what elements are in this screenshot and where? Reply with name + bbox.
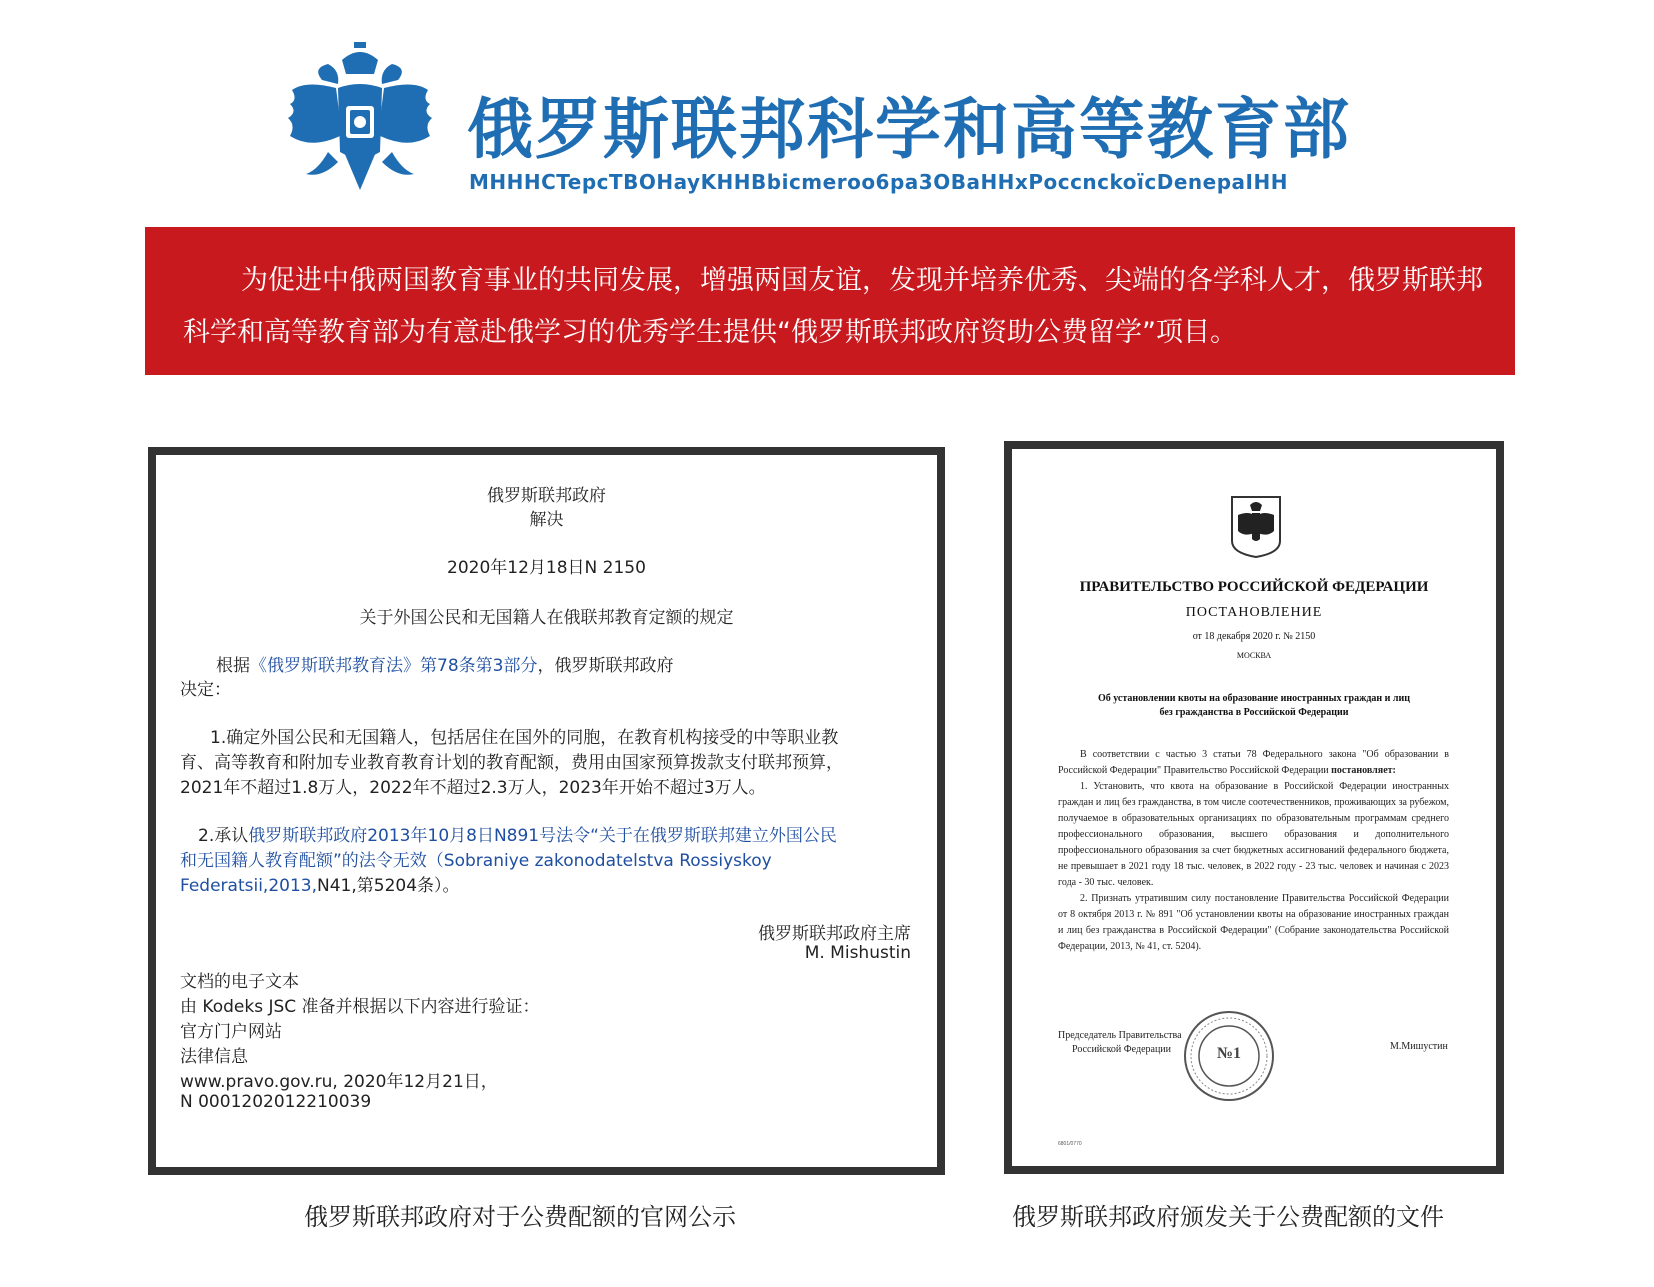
item1-line1: 1.确定外国公民和无国籍人，包括居住在国外的同胞，在教育机构接受的中等职业教 [210, 728, 839, 748]
decided-label: 决定： [180, 680, 231, 700]
ru-doc-code: 6801/0770 [1058, 1141, 1082, 1147]
ru-para-intro-bold: постановляет: [1328, 765, 1396, 776]
caption-left: 俄罗斯联邦政府对于公费配额的官网公示 [304, 1203, 736, 1231]
item1-line3: 2021年不超过1.8万人，2022年不超过2.3万人，2023年开始不超过3万人。 [180, 778, 766, 798]
ru-date: от 18 декабря 2020 г. № 2150 [1192, 631, 1316, 642]
ru-signer-name: М.Мишустин [1390, 1041, 1448, 1052]
ru-body [1058, 747, 1449, 955]
intro-prefix: 根据 [216, 656, 250, 676]
ministry-subtitle: MHHHCTepcTBOHayKHHBbicmeroo6pa3OBaHHxPoccnckoïcDenepaIHH [469, 170, 1288, 194]
ministry-title: 俄罗斯联邦科学和高等教育部 [467, 90, 1351, 168]
doc-title: 关于外国公民和无国籍人在俄联邦教育定额的规定 [359, 608, 734, 628]
intro-suffix: ，俄罗斯联邦政府 [537, 656, 674, 676]
footer-line: 官方门户网站 [180, 1022, 282, 1042]
footer-line: 由 Kodeks JSC 准备并根据以下内容进行验证： [180, 997, 540, 1017]
ru-signer [1058, 1029, 1182, 1057]
ru-signer-line1: Председатель Правительства [1058, 1030, 1182, 1041]
item2-line1 [198, 821, 837, 846]
item2-line3-rest: N41,第5204条）。 [317, 876, 460, 896]
ru-government: ПРАВИТЕЛЬСТВО РОССИЙСКОЙ ФЕДЕРАЦИИ [1079, 579, 1429, 595]
banner-text: 为促进中俄两国教育事业的共同发展，增强两国友谊，发现并培养优秀、尖端的各学科人才，俄罗斯联邦科学和高等教育部为有意赴俄学习的优秀学生提供“俄罗斯联邦政府资助公费留学”项目。 [183, 265, 1483, 348]
translated-decree-panel [148, 447, 945, 1175]
item1-line2: 育、高等教育和附加专业教育教育计划的教育配额，费用由国家预算拨款支付联邦预算， [180, 753, 843, 773]
footer-line: N 0001202012210039 [180, 1092, 372, 1112]
item2-line2: 和无国籍人教育配额”的法令无效（Sobraniye zakonodatelstva Rossiyskoy [180, 851, 772, 871]
intro-banner [145, 227, 1515, 375]
education-law-link[interactable]: 《俄罗斯联邦教育法》第78条第3部分 [250, 656, 538, 676]
ru-para-intro [1058, 747, 1449, 779]
doc-issuer: 俄罗斯联邦政府 [487, 486, 606, 506]
footer-line: 文档的电子文本 [180, 972, 299, 992]
intro-paragraph [216, 651, 673, 676]
item2-line3 [180, 871, 460, 896]
doc-type: 解决 [529, 510, 564, 530]
ru-para-1: 1. Установить, что квота на образование в Российской Федерации иностранных граждан и лиц без гражданства, в том числе соотечественников, проживающих за рубежом, получаемое в образовательных организациях по образовательным программам среднего профессионального образования, высшего образования и дополнительного профессионального образования за счет бюджетных ассигнований федерального бюджета, не превышает в 2021 году 18 тыс. человек, в 2022 году - 23 тыс. человек и начиная с 2023 года - 30 тыс. человек. [1058, 781, 1449, 888]
caption-right: 俄罗斯联邦政府颁发关于公费配额的文件 [1012, 1203, 1444, 1231]
decree-891-link[interactable]: 俄罗斯联邦政府2013年10月8日N891号法令“关于在俄罗斯联邦建立外国公民 [248, 826, 837, 846]
ru-title-line1: Об установлении квоты на образование иностранных граждан и лиц [1097, 693, 1411, 704]
sobraniye-link[interactable]: Federatsii,2013, [180, 876, 318, 896]
ru-para-intro-text: В соответствии с частью 3 статьи 78 Федерального закона "Об образовании в Российской Федерации" Правительство Российской Федерации [1058, 749, 1449, 776]
signer-title: 俄罗斯联邦政府主席 [758, 924, 911, 944]
ru-city: МОСКВА [1236, 651, 1272, 660]
stamp-number: №1 [1216, 1045, 1242, 1062]
signer-name: M. Mishustin [804, 943, 911, 963]
footer-line: www.pravo.gov.ru, 2020年12月21日， [180, 1072, 498, 1092]
footer-line: 法律信息 [180, 1047, 248, 1067]
ru-signer-line2: Российской Федерации [1072, 1044, 1172, 1055]
ministry-emblem [282, 40, 438, 205]
item2-prefix: 2.承认 [198, 826, 249, 846]
official-stamp [1182, 1009, 1276, 1103]
ru-title-line2: без гражданства в Российской Федерации [1159, 707, 1349, 718]
ru-doc-type: ПОСТАНОВЛЕНИЕ [1185, 605, 1323, 620]
doc-date: 2020年12月18日N 2150 [447, 558, 646, 578]
gov-emblem [1228, 493, 1284, 559]
ru-para-2: 2. Признать утратившим силу постановление Правительства Российской Федерации от 8 октября 2013 г. № 891 "Об установлении квоты на образование иностранных граждан и лиц без гражданства в Российской Федерации" (Собрание законодательства Российской Федерации, 2013, № 41, ст. 5204). [1058, 893, 1449, 952]
original-decree-scan [1004, 441, 1504, 1174]
